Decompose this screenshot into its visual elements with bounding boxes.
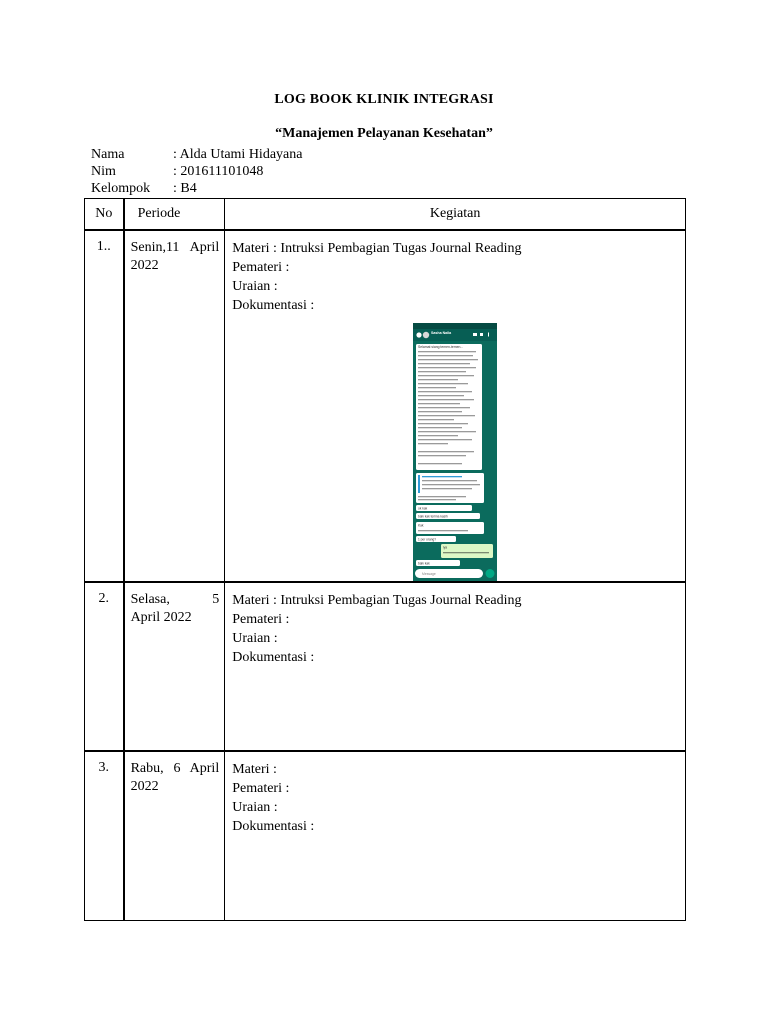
row-number: 1..: [85, 230, 124, 582]
periode-line: Senin,11 April: [130, 240, 220, 255]
chat-bubble-text: Kak: [418, 523, 424, 528]
info-value: : Alda Utami Hidayana: [173, 147, 303, 162]
logbook-table: [84, 198, 686, 921]
phone-call-icon: [480, 333, 483, 336]
dokumentasi-line: Dokumentasi :: [232, 298, 315, 313]
row-kegiatan: [225, 230, 686, 582]
menu-dots-icon: [488, 333, 489, 337]
video-call-icon: [473, 333, 477, 336]
pemateri-line: Pemateri :: [232, 612, 290, 627]
info-nama: [91, 146, 302, 163]
whatsapp-screenshot: [413, 323, 497, 581]
chat-bubble-text: iya: [443, 545, 448, 550]
info-value: : 201611101048: [173, 164, 264, 179]
info-label: Nama: [91, 147, 125, 162]
avatar: [423, 332, 429, 338]
periode-line: Rabu, 6 April: [130, 761, 220, 776]
info-value: : B4: [173, 181, 197, 196]
row-kegiatan: [225, 582, 686, 751]
dokumentasi-line: Dokumentasi :: [232, 819, 315, 834]
materi-line: Materi :: [232, 762, 277, 777]
header-no: No: [85, 199, 124, 231]
row-periode: [124, 582, 225, 751]
uraian-line: Uraian :: [232, 800, 278, 815]
table-header-row: [85, 199, 686, 231]
periode-line: Selasa, 5: [130, 592, 220, 607]
uraian-line: Uraian :: [232, 279, 278, 294]
dokumentasi-line: Dokumentasi :: [232, 650, 315, 665]
chat-bubble-text: baik kak terima kasih: [418, 514, 448, 519]
message-input-placeholder: Message: [422, 572, 436, 576]
chat-bubble-text: Selamat siang temen-temen...: [418, 345, 464, 349]
pemateri-line: Pemateri :: [232, 781, 290, 796]
periode-line: 2022: [130, 779, 159, 794]
chat-bubble: [416, 522, 484, 534]
document-subtitle: “Manajemen Pelayanan Kesehatan”: [275, 126, 493, 141]
row-kegiatan: [225, 751, 686, 920]
contact-name: Sasha Naila: [431, 331, 452, 335]
chat-bubble-text: 1 per orang?: [418, 537, 437, 542]
chat-bubble-text: baik kak: [418, 561, 430, 566]
info-kelompok: [91, 180, 197, 197]
row-number: 3.: [85, 751, 124, 920]
materi-line: Materi : Intruksi Pembagian Tugas Journal Reading: [232, 593, 522, 608]
table-row: [85, 582, 686, 751]
chat-bubble-outgoing: [441, 544, 493, 558]
info-label: Nim: [91, 164, 116, 179]
row-periode: [124, 230, 225, 582]
periode-line: April 2022: [130, 610, 192, 625]
row-periode: [124, 751, 225, 920]
header-kegiatan: Kegiatan: [225, 199, 686, 231]
pemateri-line: Pemateri :: [232, 260, 290, 275]
table-row: [85, 751, 686, 920]
uraian-line: Uraian :: [232, 631, 278, 646]
info-label: Kelompok: [91, 181, 151, 196]
row-number: 2.: [85, 582, 124, 751]
materi-line: Materi : Intruksi Pembagian Tugas Journal Reading: [232, 241, 522, 256]
back-arrow-icon: [417, 332, 422, 337]
chat-bubble-text: ok kak: [418, 506, 428, 511]
document-title: LOG BOOK KLINIK INTEGRASI: [274, 92, 494, 107]
header-periode: Periode: [124, 199, 225, 231]
periode-line: 2022: [130, 258, 159, 273]
mic-icon: [486, 569, 495, 578]
info-nim: [91, 163, 263, 180]
table-row: [85, 230, 686, 582]
